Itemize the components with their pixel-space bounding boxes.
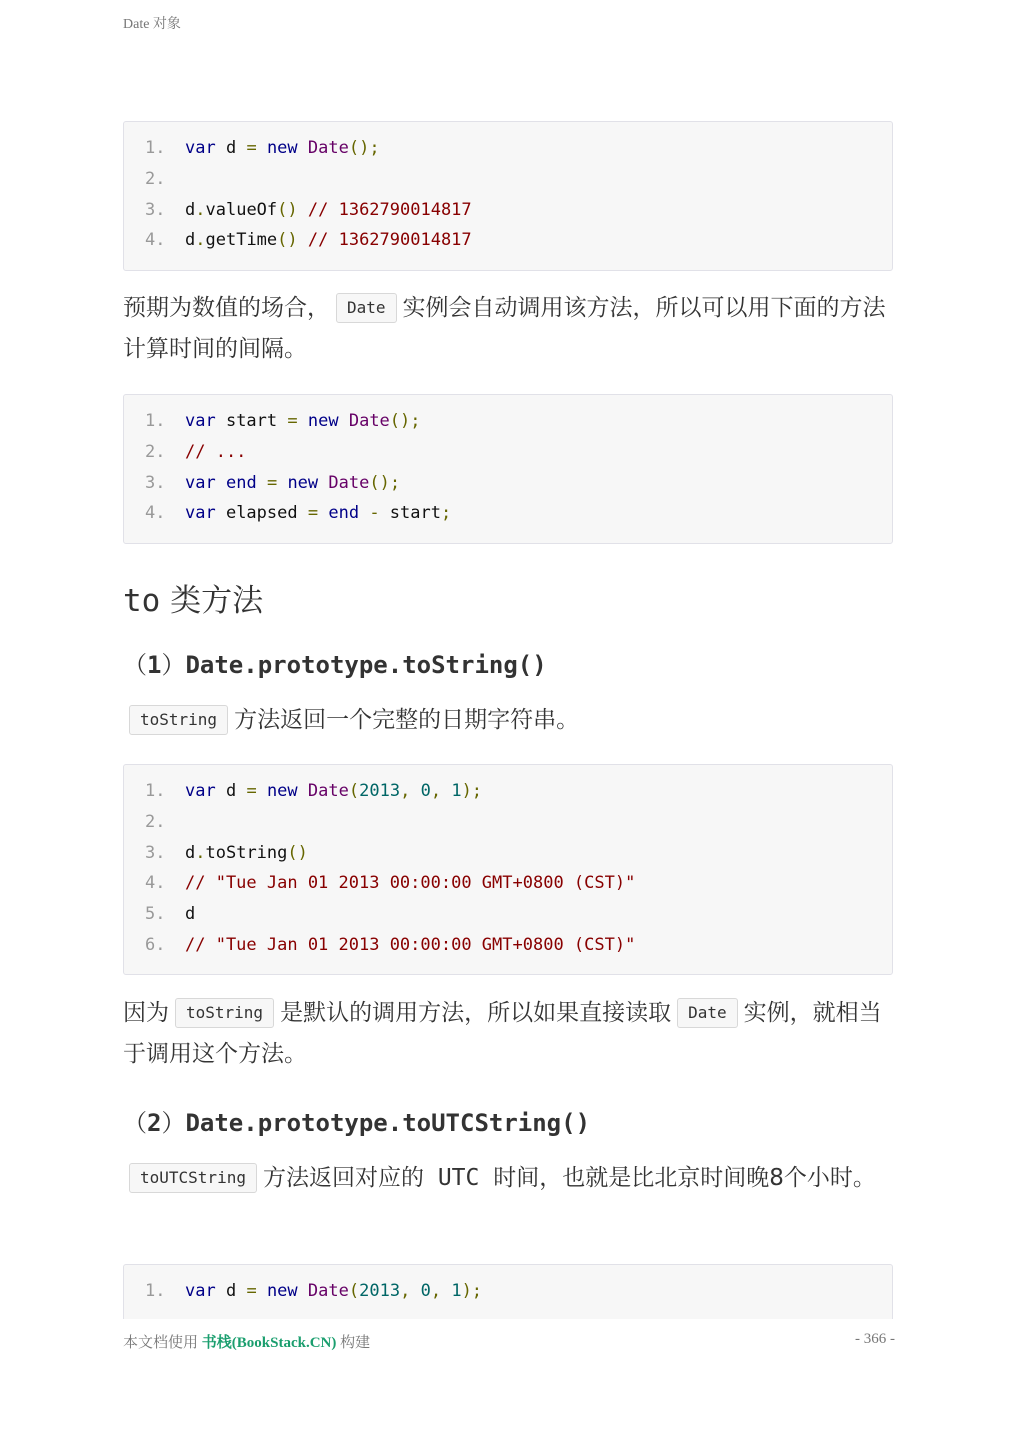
code-line [124, 406, 892, 437]
code-line [124, 776, 892, 807]
inline-code: Date [677, 998, 738, 1028]
inline-code: toUTCString [129, 1163, 257, 1193]
code-line [124, 899, 892, 930]
line-number: 4. [145, 873, 166, 894]
code-line [124, 838, 892, 869]
brand-link[interactable]: 书栈(BookStack.CN) [201, 1335, 337, 1351]
footer-credit: 本文档使用 书栈(BookStack.CN) 构建 [123, 1335, 371, 1351]
paragraph: 预期为数值的场合， Date 实例会自动调用该方法，所以可以用下面的方法计算时间的间隔。 [123, 295, 886, 362]
code-text: var d = new Date(2013, 0, 1); [185, 1281, 483, 1301]
code-text: // "Tue Jan 01 2013 00:00:00 GMT+0800 (CST)" [185, 934, 636, 955]
inline-code: toString [175, 998, 274, 1028]
code-text: d [185, 904, 196, 925]
code-line [124, 468, 892, 499]
code-text: var d = new Date(); [185, 138, 380, 158]
line-number: 3. [145, 472, 166, 493]
code-text: d.toString() [185, 842, 308, 863]
line-number: 6. [145, 934, 166, 955]
line-number: 2. [145, 811, 166, 832]
code-line [124, 164, 892, 195]
running-header: Date 对象 [123, 17, 181, 32]
line-number: 2. [145, 441, 166, 462]
code-text: var start = new Date(); [185, 411, 421, 431]
line-number: 3. [145, 842, 166, 863]
inline-code: Date [336, 293, 397, 323]
code-line [124, 1276, 892, 1307]
code-text: var d = new Date(2013, 0, 1); [185, 781, 483, 801]
code-line [124, 437, 892, 468]
code-line [124, 807, 892, 838]
code-text: d.valueOf() // 1362790014817 [185, 199, 472, 220]
line-number: 1. [145, 1281, 166, 1301]
page-number: - 366 - [855, 1331, 895, 1347]
subsection-heading: （2）Date.prototype.toUTCString() [123, 1109, 591, 1137]
line-number: 1. [145, 781, 166, 801]
line-number: 1. [145, 411, 166, 431]
code-line [124, 498, 892, 529]
line-number: 3. [145, 199, 166, 220]
code-block [123, 394, 893, 544]
code-block [123, 1264, 893, 1319]
paragraph: 因为 toString 是默认的调用方法，所以如果直接读取 Date 实例，就相当于调用这个方法。 [123, 1000, 882, 1067]
code-line [124, 133, 892, 164]
section-heading: to 类方法 [123, 583, 264, 619]
code-block [123, 764, 893, 975]
line-number: 4. [145, 503, 166, 524]
line-number: 2. [145, 168, 166, 189]
code-line [124, 225, 892, 256]
code-line [124, 195, 892, 226]
paragraph: toString 方法返回一个完整的日期字符串。 [123, 700, 895, 741]
code-text: // ... [185, 441, 247, 462]
code-text: // "Tue Jan 01 2013 00:00:00 GMT+0800 (CST)" [185, 873, 636, 894]
line-number: 4. [145, 230, 166, 251]
subsection-heading: （1）Date.prototype.toString() [123, 651, 547, 679]
paragraph: toUTCString 方法返回对应的 UTC 时间，也就是比北京时间晚8个小时。 [123, 1158, 895, 1199]
code-line [124, 868, 892, 899]
code-line [124, 930, 892, 961]
code-text: var elapsed = end - start; [185, 503, 452, 524]
inline-code: toString [129, 705, 228, 735]
code-text: var end = new Date(); [185, 472, 401, 493]
line-number: 5. [145, 904, 166, 925]
line-number: 1. [145, 138, 166, 158]
code-text: d.getTime() // 1362790014817 [185, 230, 472, 251]
code-block [123, 121, 893, 271]
